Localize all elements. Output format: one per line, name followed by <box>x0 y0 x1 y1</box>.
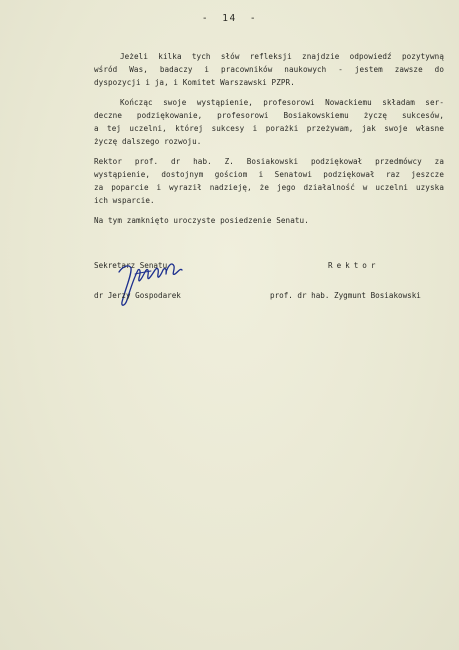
paragraph-4 <box>94 214 444 227</box>
text-line: ich wsparcie. <box>94 196 155 205</box>
page-number: - 14 - <box>201 13 258 24</box>
paragraph-2 <box>94 96 444 148</box>
text-line: Na tym zamknięto uroczyste posiedzenie Senatu. <box>94 216 309 225</box>
text-line: wśród Was, badaczy i pracowników naukowych - jestem zawsze do <box>94 65 444 74</box>
body-text <box>94 50 444 234</box>
text-line: życzę dalszego rozwoju. <box>94 137 202 146</box>
text-line: Jeżeli kilka tych słów refleksji znajdzie odpowiedź pozytywną <box>120 52 444 61</box>
secretary-title: Sekretarz Senatu <box>94 261 168 270</box>
paragraph-3 <box>94 155 444 207</box>
text-line: wystąpienie, dostojnym gościom i Senatowi podziękował raz jeszcze <box>94 170 444 179</box>
rector-name: prof. dr hab. Zygmunt Bosiakowski <box>270 291 421 300</box>
text-line: dyspozycji i ja, i Komitet Warszawski PZPR. <box>94 78 295 87</box>
paragraph-1 <box>94 50 444 89</box>
text-line: Rektor prof. dr hab. Z. Bosiakowski podziękował przedmówcy za <box>94 157 444 166</box>
rector-title: Rektor <box>328 261 380 270</box>
text-line: deczne podziękowanie, profesorowi Bosiakowskiemu życzę sukcesów, <box>94 111 444 120</box>
text-line: a tej uczelni, której sukcesy i porażki przeżywam, jak swoje własne <box>94 124 444 133</box>
handwritten-signature <box>105 250 190 310</box>
text-line: Kończąc swoje wystąpienie, profesorowi Nowackiemu składam ser- <box>120 98 444 107</box>
text-line: za poparcie i wyraził nadzieję, że jego działalność w uczelni uzyska <box>94 183 444 192</box>
secretary-name: dr Jerzy Gospodarek <box>94 291 181 300</box>
